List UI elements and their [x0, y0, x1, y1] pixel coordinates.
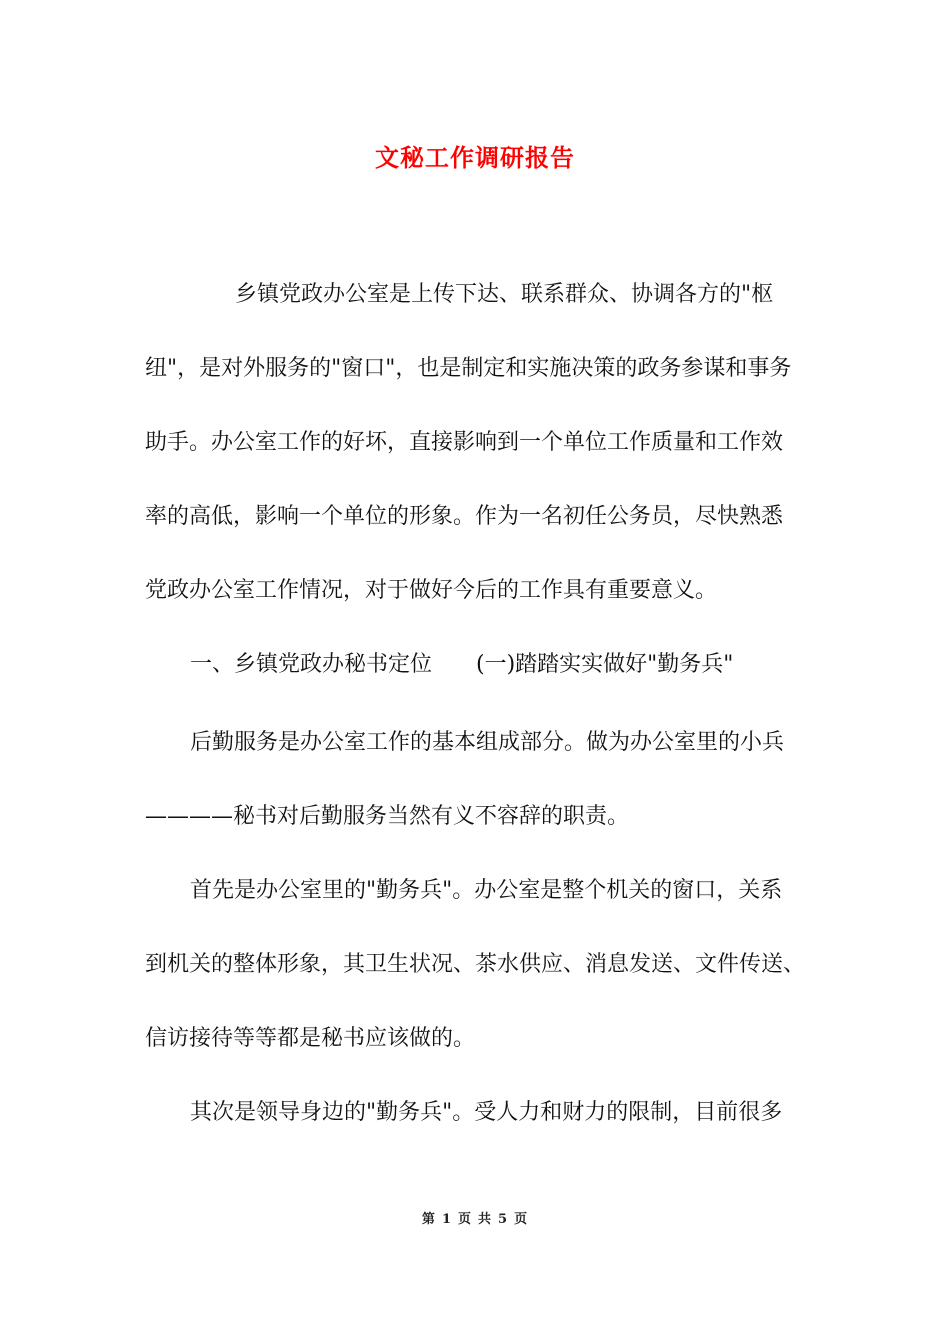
document-title: 文秘工作调研报告 [375, 143, 575, 172]
paragraph-line: 纽"，是对外服务的"窗口"，也是制定和实施决策的政务参谋和事务 [145, 356, 792, 381]
paragraph-line: 党政办公室工作情况，对于做好今后的工作具有重要意义。 [145, 578, 718, 603]
footer-label-page-unit: 页 [457, 1212, 472, 1227]
paragraph-line: 乡镇党政办公室是上传下达、联系群众、协调各方的"枢 [235, 282, 774, 307]
page-footer [0, 1208, 950, 1227]
footer-label-total: 共 [478, 1212, 493, 1227]
section-heading: 一、乡镇党政办秘书定位 (一)踏踏实实做好"勤务兵" [190, 652, 734, 677]
paragraph-line: 信访接待等等都是秘书应该做的。 [145, 1026, 476, 1051]
paragraph-line: ————秘书对后勤服务当然有义不容辞的职责。 [145, 804, 630, 829]
footer-current-page: 1 [441, 1212, 452, 1227]
paragraph-line: 首先是办公室里的"勤务兵"。办公室是整个机关的窗口，关系 [190, 878, 783, 903]
footer-label-total-unit: 页 [514, 1212, 529, 1227]
paragraph-line: 后勤服务是办公室工作的基本组成部分。做为办公室里的小兵 [190, 730, 785, 755]
paragraph-line: 其次是领导身边的"勤务兵"。受人力和财力的限制，目前很多 [190, 1100, 783, 1125]
footer-total-pages: 5 [498, 1212, 509, 1227]
footer-label-page: 第 [421, 1212, 436, 1227]
paragraph-line: 到机关的整体形象，其卫生状况、茶水供应、消息发送、文件传送、 [145, 952, 806, 977]
paragraph-line: 率的高低，影响一个单位的形象。作为一名初任公务员，尽快熟悉 [145, 504, 784, 529]
paragraph-line: 助手。办公室工作的好坏，直接影响到一个单位工作质量和工作效 [145, 430, 784, 455]
